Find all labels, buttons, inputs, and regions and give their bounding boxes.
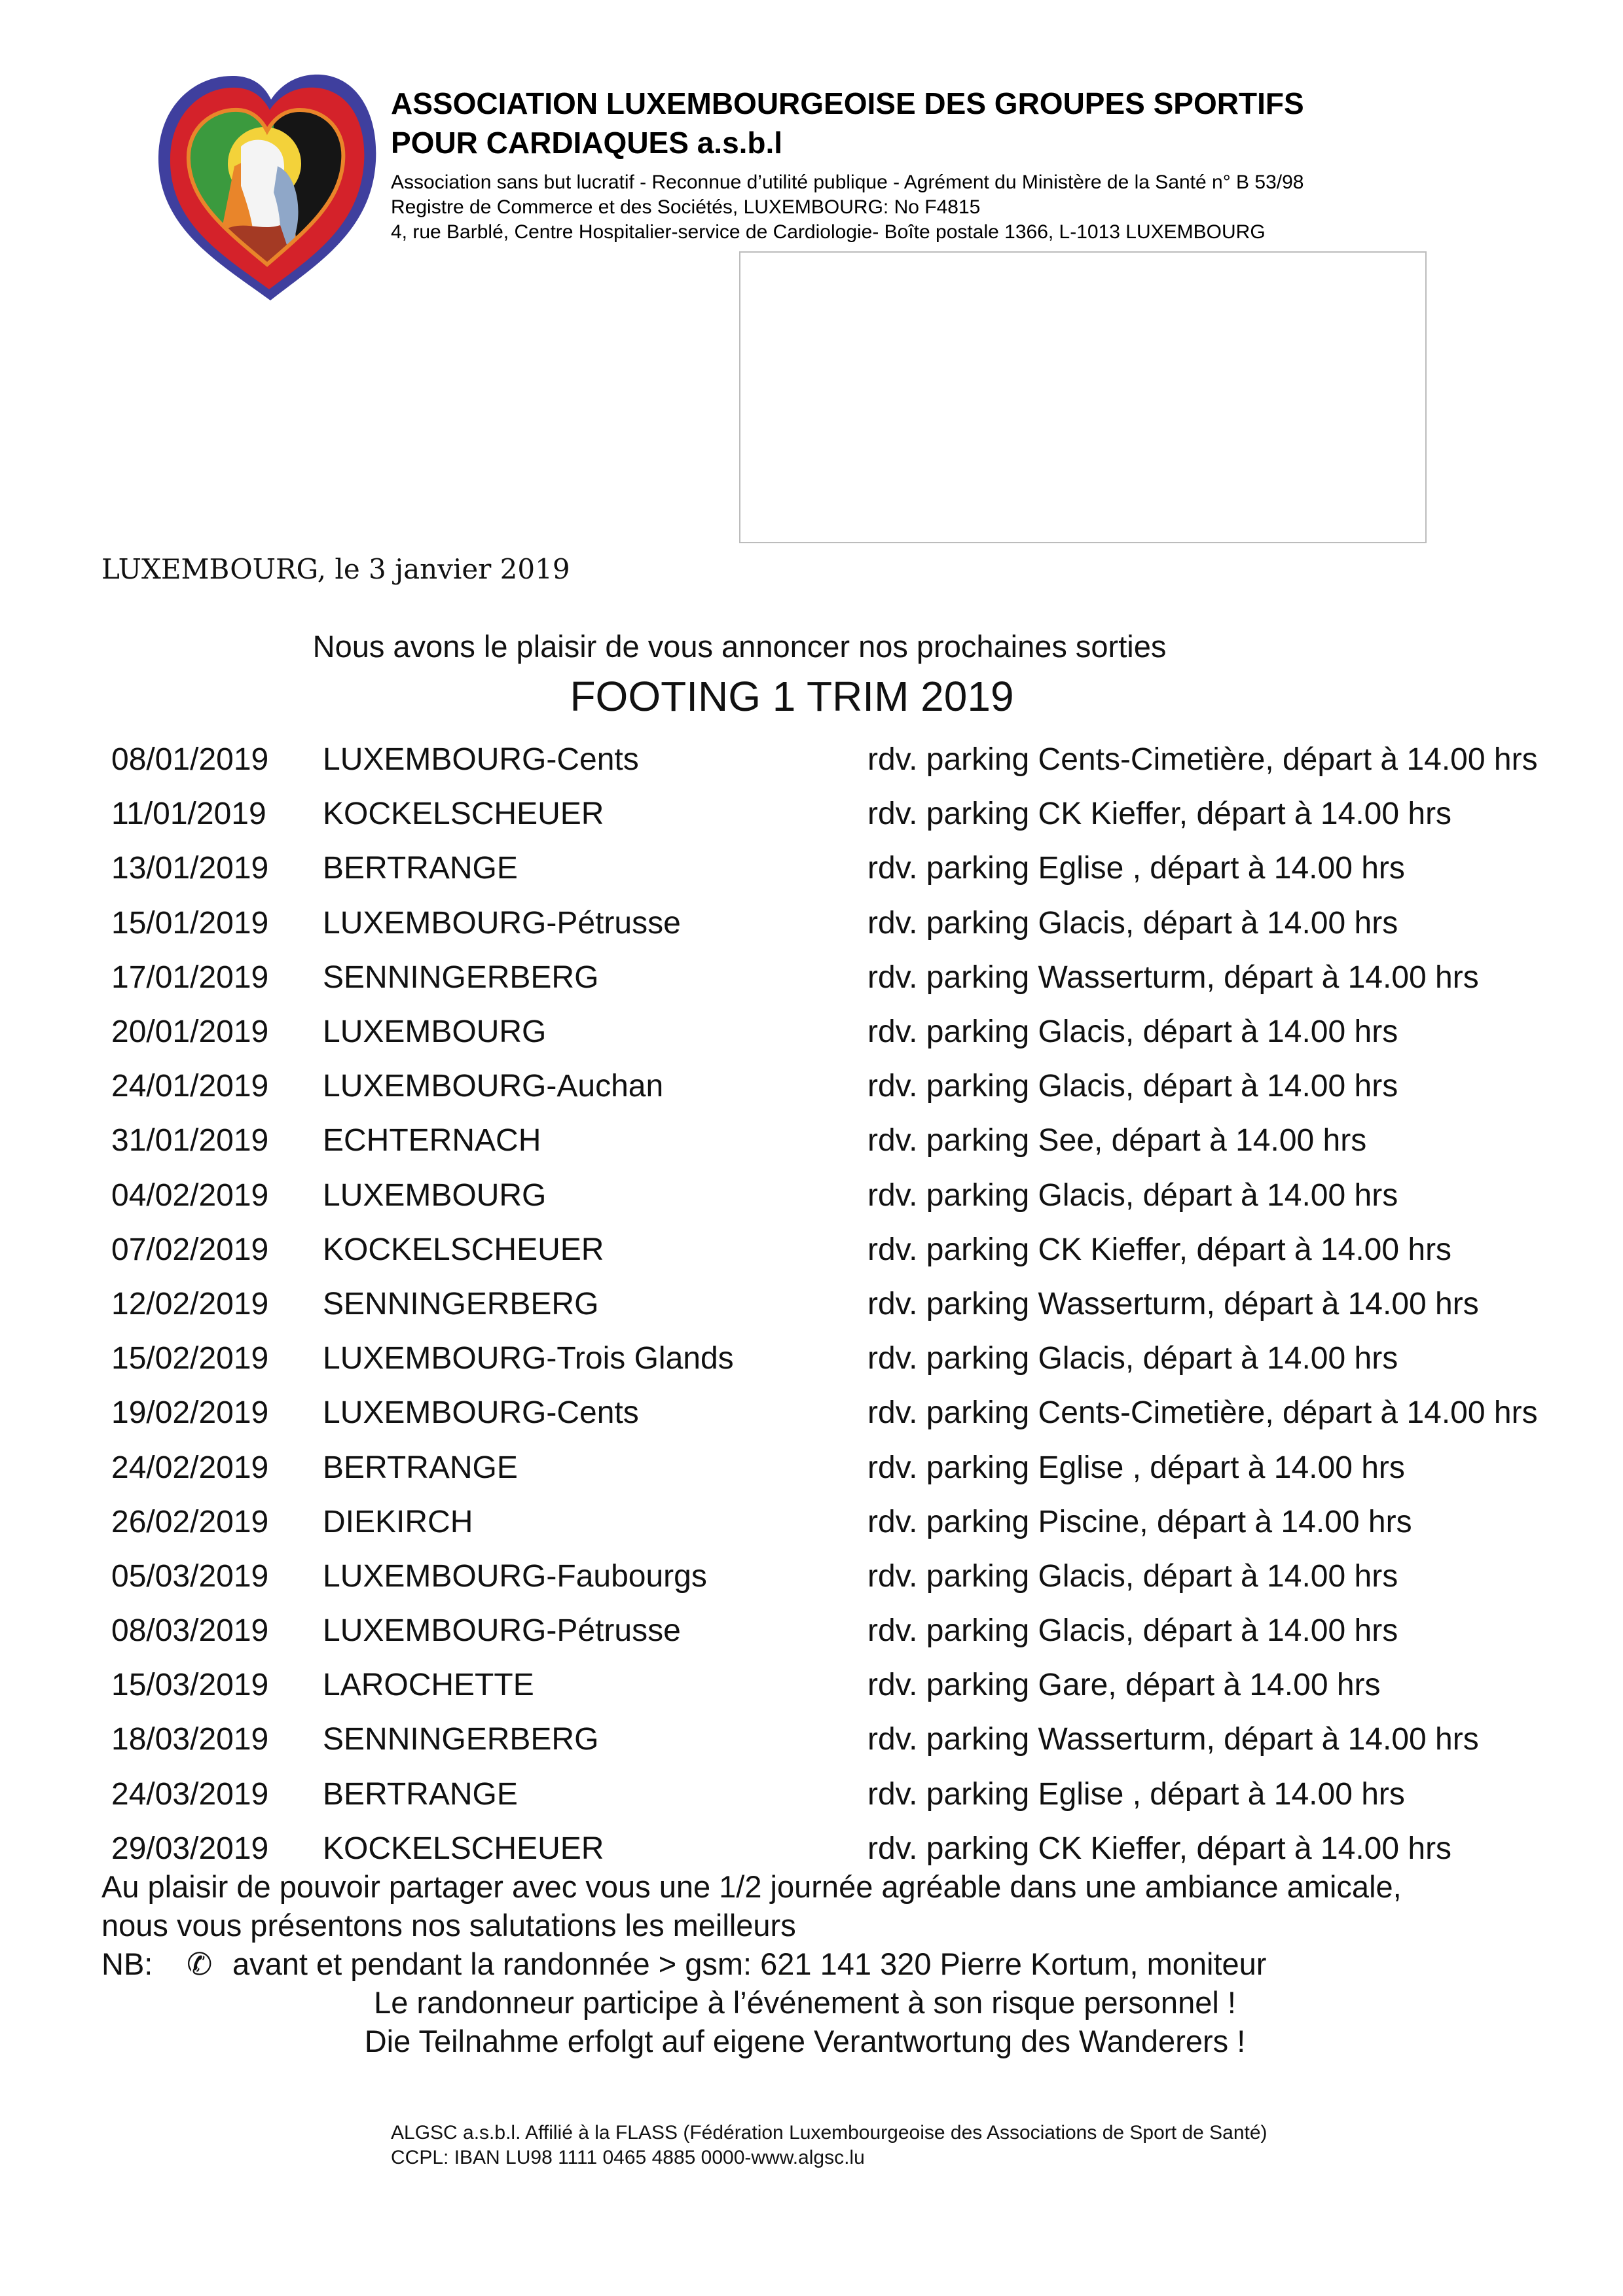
event-row — [111, 1495, 1617, 1549]
event-place: DIEKIRCH — [323, 1504, 473, 1539]
event-row — [111, 1113, 1617, 1168]
event-meeting: rdv. parking Wasserturm, départ à 14.00 hrs — [867, 1286, 1479, 1321]
event-meeting: rdv. parking Wasserturm, départ à 14.00 hrs — [867, 1722, 1479, 1757]
event-place: BERTRANGE — [323, 1450, 518, 1485]
event-row — [111, 1277, 1617, 1331]
event-date: 31/01/2019 — [111, 1123, 269, 1158]
event-place: LUXEMBOURG-Pétrusse — [323, 905, 681, 941]
event-place: LAROCHETTE — [323, 1668, 534, 1703]
organization-info — [391, 170, 1569, 245]
warning-german: Die Teilnahme erfolgt auf eigene Verantwortung des Wanderers ! — [364, 2024, 1246, 2058]
event-row — [111, 1168, 1617, 1223]
event-meeting: rdv. parking CK Kieffer, départ à 14.00 hrs — [867, 1831, 1452, 1866]
event-row — [111, 1767, 1617, 1821]
event-row — [111, 1005, 1617, 1059]
event-place: BERTRANGE — [323, 851, 518, 886]
event-meeting: rdv. parking Glacis, départ à 14.00 hrs — [867, 1069, 1398, 1104]
letter-date: LUXEMBOURG, le 3 janvier 2019 — [101, 553, 570, 585]
event-meeting: rdv. parking Glacis, départ à 14.00 hrs — [867, 905, 1398, 941]
event-meeting: rdv. parking Cents-Cimetière, départ à 14.00 hrs — [867, 742, 1538, 778]
event-place: LUXEMBOURG — [323, 1177, 547, 1213]
organization-name-line-1: ASSOCIATION LUXEMBOURGEOISE DES GROUPES SPORTIFS — [391, 86, 1304, 120]
event-row — [111, 1331, 1617, 1386]
event-date: 17/01/2019 — [111, 960, 269, 995]
event-place: LUXEMBOURG-Trois Glands — [323, 1341, 734, 1376]
event-meeting: rdv. parking Eglise , départ à 14.00 hrs — [867, 1776, 1405, 1812]
event-place: KOCKELSCHEUER — [323, 797, 604, 832]
event-place: SENNINGERBERG — [323, 1722, 599, 1757]
event-date: 08/01/2019 — [111, 742, 269, 778]
footer-line-2: CCPL: IBAN LU98 1111 0465 4885 0000-www.algsc.lu — [391, 2147, 865, 2168]
event-row — [111, 1059, 1617, 1113]
event-meeting: rdv. parking Piscine, départ à 14.00 hrs — [867, 1504, 1412, 1539]
event-date: 11/01/2019 — [111, 797, 266, 832]
event-row — [111, 950, 1617, 1005]
events-list — [111, 732, 1617, 1876]
event-meeting: rdv. parking Glacis, départ à 14.00 hrs — [867, 1558, 1398, 1594]
event-place: LUXEMBOURG-Pétrusse — [323, 1613, 681, 1649]
event-row — [111, 1658, 1617, 1712]
heart-logo-icon — [149, 68, 385, 304]
event-date: 26/02/2019 — [111, 1504, 269, 1539]
event-meeting: rdv. parking Eglise , départ à 14.00 hrs — [867, 851, 1405, 886]
event-place: SENNINGERBERG — [323, 1286, 599, 1321]
intro-line: Nous avons le plaisir de vous annoncer nos prochaines sorties — [312, 629, 1167, 664]
organization-name-line-2: POUR CARDIAQUES a.s.b.l — [391, 126, 783, 160]
event-row — [111, 1223, 1617, 1277]
event-meeting: rdv. parking Glacis, départ à 14.00 hrs — [867, 1613, 1398, 1649]
warning-french: Le randonneur participe à l’événement à son risque personnel ! — [374, 1985, 1236, 2020]
event-place: LUXEMBOURG-Auchan — [323, 1069, 664, 1104]
event-date: 15/03/2019 — [111, 1668, 269, 1703]
event-place: BERTRANGE — [323, 1776, 518, 1812]
event-row — [111, 1386, 1617, 1440]
address-box — [739, 251, 1427, 543]
closing-line-2: nous vous présentons nos salutations les meilleurs — [101, 1908, 796, 1943]
event-date: 18/03/2019 — [111, 1722, 269, 1757]
event-row — [111, 787, 1617, 841]
intro-text — [0, 628, 1623, 665]
footer — [391, 2121, 1569, 2170]
footer-line-1: ALGSC a.s.b.l. Affilié à la FLASS (Fédération Luxembourgeoise des Associations de Sport de Santé) — [391, 2122, 1267, 2144]
organization-name — [391, 84, 1504, 162]
event-row — [111, 896, 1617, 950]
event-row — [111, 1604, 1617, 1658]
event-meeting: rdv. parking Eglise , départ à 14.00 hrs — [867, 1450, 1405, 1485]
event-row — [111, 1549, 1617, 1604]
event-row — [111, 1440, 1617, 1494]
event-date: 05/03/2019 — [111, 1558, 269, 1594]
event-place: SENNINGERBERG — [323, 960, 599, 995]
event-place: KOCKELSCHEUER — [323, 1831, 604, 1866]
event-meeting: rdv. parking Wasserturm, départ à 14.00 hrs — [867, 960, 1479, 995]
event-date: 07/02/2019 — [111, 1232, 269, 1267]
event-meeting: rdv. parking Glacis, départ à 14.00 hrs — [867, 1014, 1398, 1050]
event-row — [111, 732, 1617, 787]
closing-line-1: Au plaisir de pouvoir partager avec vous une 1/2 journée agréable dans une ambiance amicale, — [101, 1869, 1402, 1904]
event-meeting: rdv. parking Glacis, départ à 14.00 hrs — [867, 1341, 1398, 1376]
event-meeting: rdv. parking CK Kieffer, départ à 14.00 hrs — [867, 1232, 1452, 1267]
phone-icon: ✆ — [187, 1946, 213, 1981]
event-meeting: rdv. parking Cents-Cimetière, départ à 14.00 hrs — [867, 1395, 1538, 1431]
event-meeting: rdv. parking Gare, départ à 14.00 hrs — [867, 1668, 1381, 1703]
nb-label: NB: — [101, 1946, 153, 1981]
event-date: 15/01/2019 — [111, 905, 269, 941]
event-date: 29/03/2019 — [111, 1831, 269, 1866]
event-date: 24/03/2019 — [111, 1776, 269, 1812]
event-place: LUXEMBOURG-Faubourgs — [323, 1558, 707, 1594]
organization-info-line-2: Registre de Commerce et des Sociétés, LUXEMBOURG: No F4815 — [391, 196, 981, 218]
event-date: 04/02/2019 — [111, 1177, 269, 1213]
event-meeting: rdv. parking CK Kieffer, départ à 14.00 hrs — [867, 797, 1452, 832]
event-place: KOCKELSCHEUER — [323, 1232, 604, 1267]
event-date: 24/02/2019 — [111, 1450, 269, 1485]
event-place: LUXEMBOURG-Cents — [323, 742, 639, 778]
event-row — [111, 841, 1617, 895]
event-date: 13/01/2019 — [111, 851, 269, 886]
event-date: 19/02/2019 — [111, 1395, 269, 1431]
event-date: 24/01/2019 — [111, 1069, 269, 1104]
event-date: 12/02/2019 — [111, 1286, 269, 1321]
event-meeting: rdv. parking Glacis, départ à 14.00 hrs — [867, 1177, 1398, 1213]
schedule-title: FOOTING 1 TRIM 2019 — [570, 673, 1014, 720]
closing-text — [101, 1867, 1607, 1983]
organization-info-line-1: Association sans but lucratif - Reconnue d’utilité publique - Agrément du Ministère de la Santé n° B 53/98 — [391, 171, 1304, 193]
event-place: LUXEMBOURG-Cents — [323, 1395, 639, 1431]
warnings — [0, 1983, 1623, 2060]
event-date: 20/01/2019 — [111, 1014, 269, 1050]
organization-info-line-3: 4, rue Barblé, Centre Hospitalier-service de Cardiologie- Boîte postale 1366, L-1013 LUXEMBOURG — [391, 221, 1266, 243]
event-meeting: rdv. parking See, départ à 14.00 hrs — [867, 1123, 1367, 1158]
event-place: ECHTERNACH — [323, 1123, 541, 1158]
event-place: LUXEMBOURG — [323, 1014, 547, 1050]
nb-note — [101, 1945, 1607, 1983]
event-date: 08/03/2019 — [111, 1613, 269, 1649]
event-date: 15/02/2019 — [111, 1341, 269, 1376]
event-row — [111, 1712, 1617, 1767]
nb-text: avant et pendant la randonnée > gsm: 621 141 320 Pierre Kortum, moniteur — [232, 1946, 1267, 1981]
